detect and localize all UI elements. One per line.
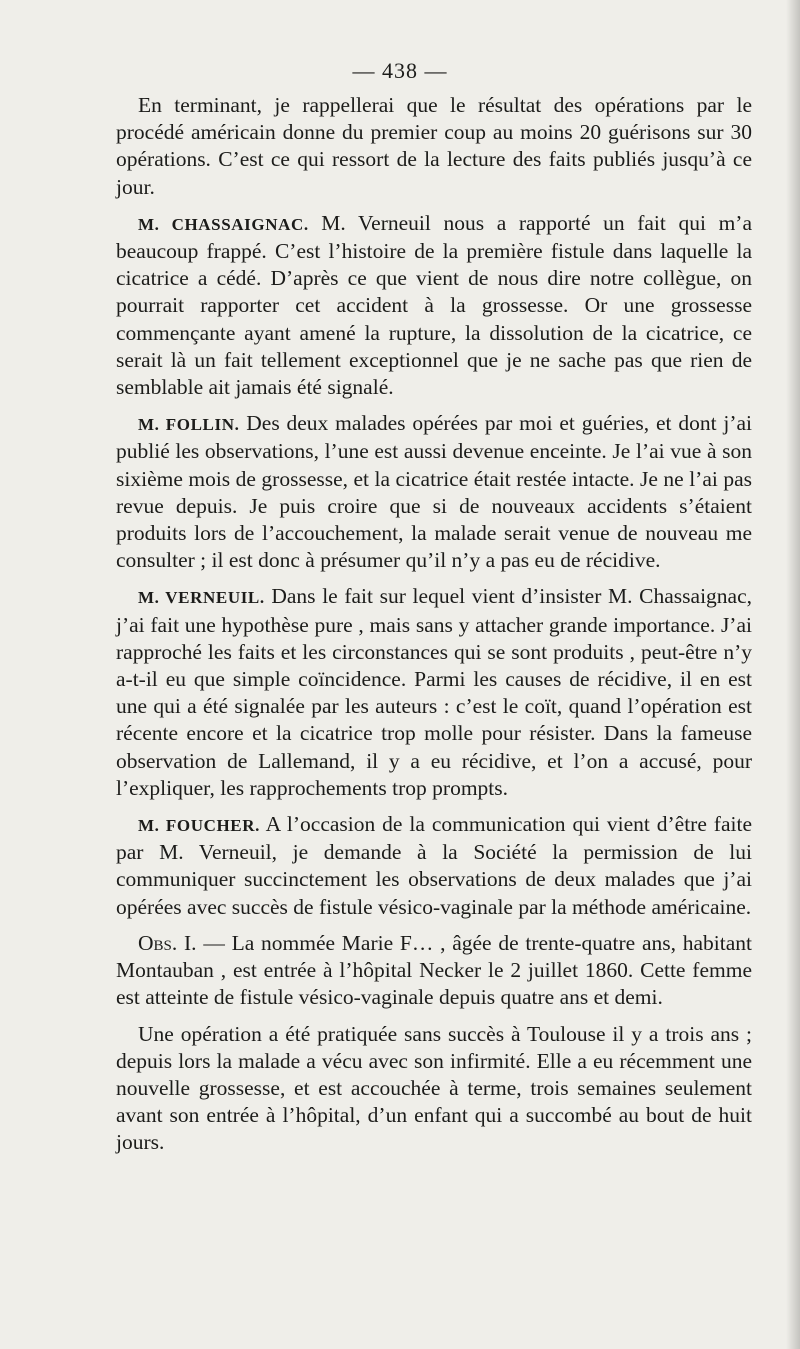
paragraph-follin — [116, 410, 752, 574]
paragraph-text: Une opération a été pratiquée sans succès à Toulouse il y a trois ans ; depuis lors la malade a vécu avec son infirmité. Elle a eu récemment une nouvelle grossesse, et est accouchée à terme, trois semaines seulement avant son entrée à l’hôpital, d’un enfant qui a succombé au bout de huit jours. — [116, 1021, 752, 1155]
page-number: — 438 — — [352, 58, 448, 83]
speaker-name: M. VERNEUIL. — [138, 588, 265, 608]
speaker-name: M. CHASSAIGNAC. — [138, 214, 309, 234]
speaker-name: M. FOUCHER. — [138, 816, 260, 836]
page-edge-shadow — [786, 0, 800, 1349]
paragraph-foucher — [116, 811, 752, 921]
paragraph-text: En terminant, je rappellerai que le résultat des opérations par le procédé américain donne du premier coup au moins 20 guérisons sur 30 opérations. C’est ce qui ressort de la lecture des faits publiés jusqu’à ce jour. — [116, 93, 752, 199]
speaker-name: M. FOLLIN. — [138, 415, 240, 435]
paragraph-verneuil — [116, 583, 752, 802]
paragraph-text: — La nommée Marie F… , âgée de trente-quatre ans, habitant Montauban , est entrée à l’hôpital Necker le 2 juillet 1860. Cette femme est atteinte de fistule vésico-vaginale depuis quatre ans et demi. — [116, 930, 752, 1010]
paragraph-observation-1-continued — [116, 1021, 752, 1157]
paragraph-closing-remark — [116, 92, 752, 201]
paragraph-chassaignac — [116, 210, 752, 401]
paragraph-text: M. Verneuil nous a rapporté un fait qui m’a beaucoup frappé. C’est l’histoire de la première fistule dans laquelle la cicatrice a cédé. D’après ce que vient de nous dire notre collègue, on pourrait rapporter cet accident à la grossesse. Or une grossesse commençante ayant amené la rupture, la dissolution de la cicatrice, ce serait là un fait tellement exceptionnel que je ne sache pas que rien de semblable ait jamais été signalé. — [116, 210, 752, 400]
paragraph-observation-1 — [116, 930, 752, 1012]
page-body — [116, 92, 752, 1166]
paragraph-text: A l’occasion de la communication qui vient d’être faite par M. Verneuil, je demande à la Société la permission de lui communiquer succinctement les observations de deux malades que j’ai opérées avec succès de fistule vésico-vaginale par la méthode américaine. — [116, 812, 752, 919]
paragraph-text: Dans le fait sur lequel vient d’insister M. Chassaignac, j’ai fait une hypothèse pure , mais sans y attacher grande importance. J’ai rapproché les faits et les circonstances qui se sont produits , peut-être n’y a-t-il eu que simple coïncidence. Parmi les causes de récidive, il en est une qui a été signalée par les auteurs : c’est le coït, quand l’opération est récente encore et la cicatrice trop molle pour résister. Dans la fameuse observation de Lallemand, il y a eu récidive, et l’on a accusé, pour l’expliquer, les rapprochements trop prompts. — [116, 584, 752, 800]
observation-label: Obs. I. — [138, 930, 197, 955]
paragraph-text: Des deux malades opérées par moi et guéries, et dont j’ai publié les observations, l’une est aussi devenue enceinte. Je l’ai vue à son sixième mois de grossesse, et la cicatrice était restée intacte. Je ne l’ai pas revue depuis. Je puis croire que si de nouveaux accidents s’étaient produits lors de l’accouchement, la malade serait venue de nouveau me consulter ; il est donc à présumer qu’il n’y a pas eu de récidive. — [116, 411, 753, 573]
